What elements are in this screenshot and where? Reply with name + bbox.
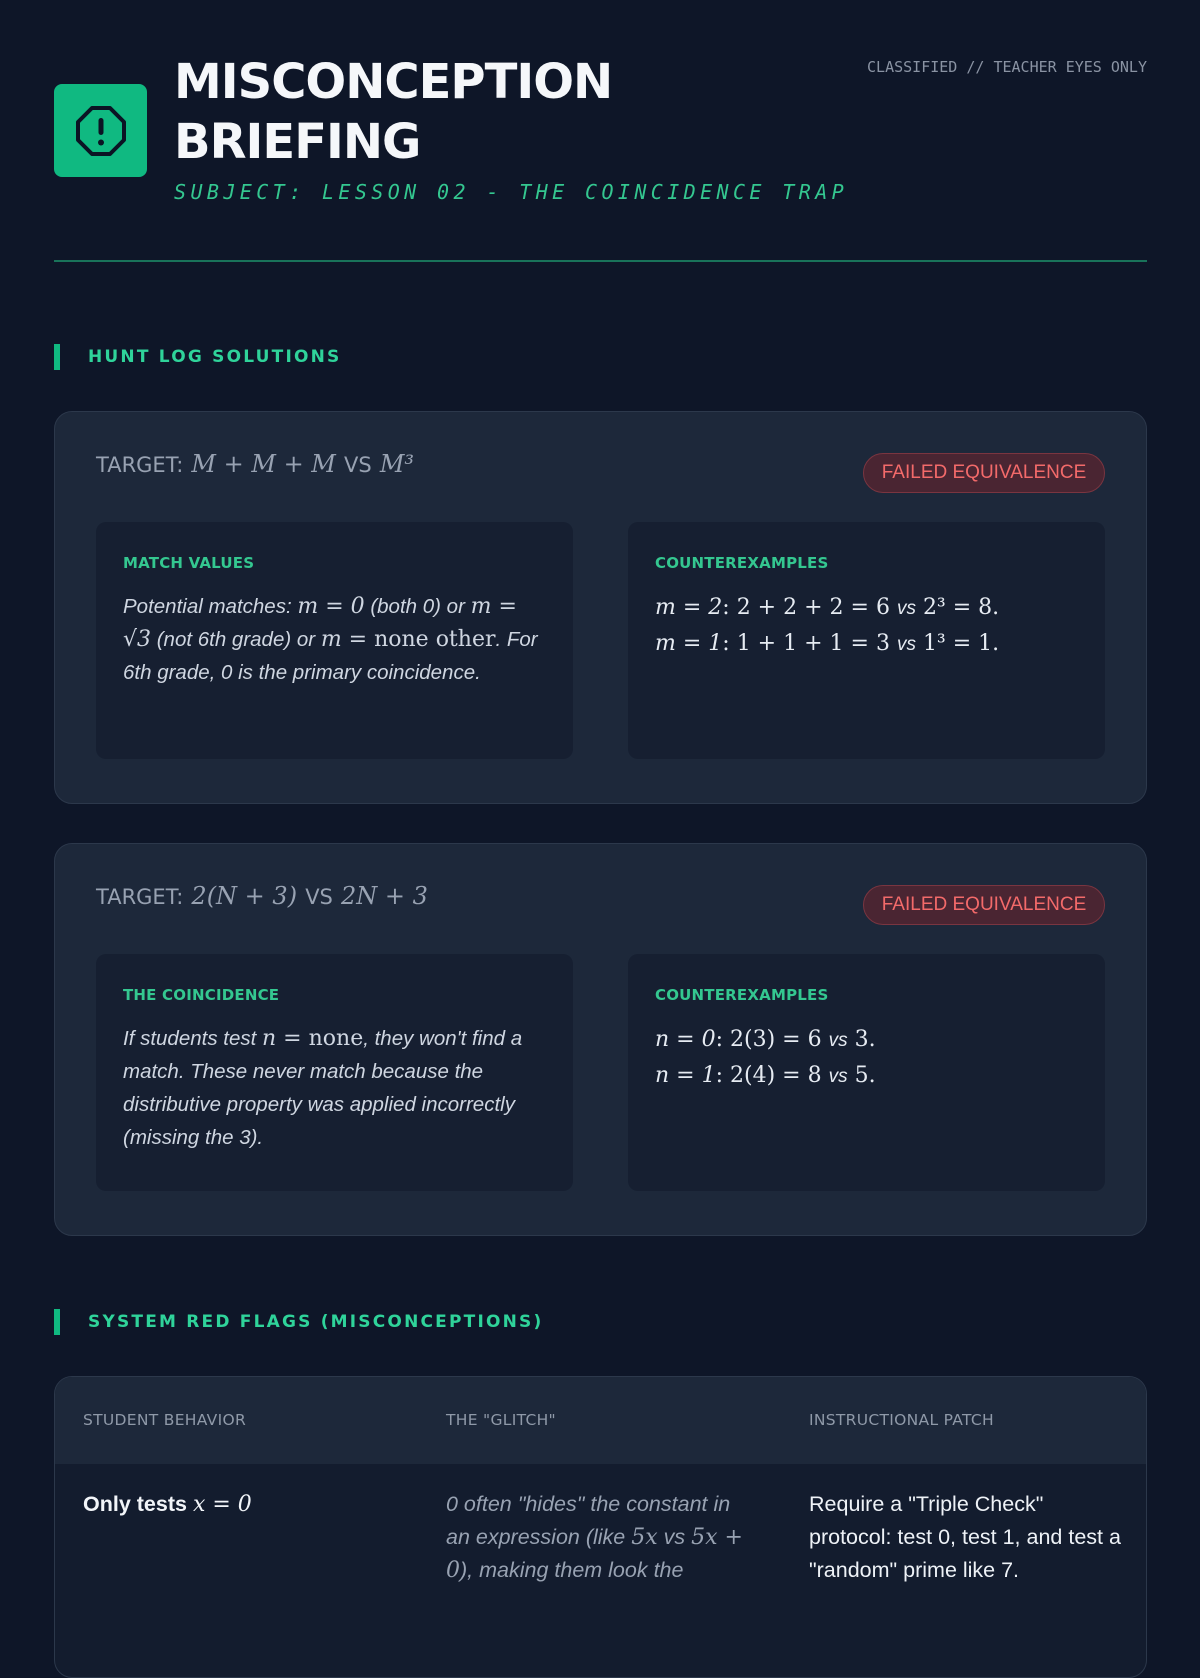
cell-patch: Require a "Triple Check" protocol: test 0, test 1, and test a "random" prime like 7. xyxy=(809,1492,1121,1582)
table-row xyxy=(55,1464,1146,1678)
counterexample-row: n = 0: 2(3) = 6 vs 3. xyxy=(655,1027,876,1052)
body-text: (not 6th grade) or xyxy=(151,628,321,651)
ce-lhs: 1 + 1 + 1 = 3 xyxy=(736,631,890,656)
section-heading-hunt-log xyxy=(54,344,342,370)
target-card-2 xyxy=(54,843,1147,1236)
math-expr: x = 0 xyxy=(192,1492,252,1517)
coincidence-panel xyxy=(96,954,573,1191)
ce-lhs: 2 + 2 + 2 = 6 xyxy=(736,595,890,620)
ce-vs: vs xyxy=(828,1066,848,1087)
ce-condition: m = 1 xyxy=(655,631,723,656)
counterexamples-panel xyxy=(628,954,1105,1191)
target-expr-left: M + M + M xyxy=(191,450,336,478)
target-card-1 xyxy=(54,411,1147,804)
status-badge: FAILED EQUIVALENCE xyxy=(863,885,1105,925)
ce-end: . xyxy=(992,631,1000,656)
ce-condition: n = 0 xyxy=(655,1027,716,1052)
panel-body xyxy=(123,1022,547,1154)
math-expr: 5x + 0 xyxy=(446,1525,743,1583)
title-line-1: MISCONCEPTION xyxy=(174,54,613,110)
page-title xyxy=(174,52,612,172)
ce-vs: vs xyxy=(828,1030,848,1051)
target-title xyxy=(96,882,430,910)
classification-label: CLASSIFIED // TEACHER EYES ONLY xyxy=(867,58,1147,76)
ce-condition: n = 1 xyxy=(655,1063,716,1088)
math-expr: 5x xyxy=(631,1525,658,1550)
ce-end: . xyxy=(868,1027,876,1052)
target-title xyxy=(96,450,416,478)
section-title: HUNT LOG SOLUTIONS xyxy=(88,347,342,367)
ce-lhs: 2(4) = 8 xyxy=(730,1063,822,1088)
body-text: Potential matches: xyxy=(123,595,298,618)
column-header-patch: INSTRUCTIONAL PATCH xyxy=(809,1411,994,1429)
match-values-panel xyxy=(96,522,573,759)
target-expr-right: M³ xyxy=(379,450,415,478)
body-text: . For 6th grade, 0 is the primary coincidence. xyxy=(123,628,538,684)
table-header xyxy=(55,1377,1146,1464)
alert-octagon-icon xyxy=(54,84,147,177)
section-accent-bar xyxy=(54,1309,60,1335)
math-expr: n = xyxy=(262,1026,309,1051)
ce-condition: m = 2 xyxy=(655,595,723,620)
section-accent-bar xyxy=(54,344,60,370)
target-vs: VS xyxy=(344,453,372,477)
ce-vs: vs xyxy=(896,598,916,619)
target-expr-right: 2N + 3 xyxy=(341,882,428,910)
ce-rhs: 2³ = 8 xyxy=(922,595,993,620)
counterexample-row: m = 1: 1 + 1 + 1 = 3 vs 1³ = 1. xyxy=(655,631,1000,656)
ce-rhs: 1³ = 1 xyxy=(922,631,993,656)
ce-rhs: 3 xyxy=(854,1027,869,1052)
math-text: none other xyxy=(374,627,496,652)
ce-vs: vs xyxy=(896,634,916,655)
cell-behavior xyxy=(83,1488,252,1521)
body-text: (both 0) or xyxy=(364,595,471,618)
column-header-behavior: STUDENT BEHAVIOR xyxy=(83,1411,247,1429)
ce-rhs: 5 xyxy=(854,1063,869,1088)
panel-body xyxy=(123,590,547,689)
title-line-2: BRIEFING xyxy=(174,114,421,170)
header-divider xyxy=(54,260,1147,262)
counterexample-row: m = 2: 2 + 2 + 2 = 6 vs 2³ = 8. xyxy=(655,595,1000,620)
panel-heading: THE COINCIDENCE xyxy=(123,986,280,1004)
panel-heading: COUNTEREXAMPLES xyxy=(655,986,829,1004)
cell-text: vs xyxy=(657,1525,692,1549)
math-expr: m = xyxy=(320,627,375,652)
math-expr: m = √3 xyxy=(123,594,517,652)
body-text: , they won't find a match. These never match because the distributive property was applied incorrectly (missing the 3). xyxy=(123,1027,523,1149)
page-subtitle: SUBJECT: LESSON 02 - THE COINCIDENCE TRAP xyxy=(174,180,849,204)
counterexample-row: n = 1: 2(4) = 8 vs 5. xyxy=(655,1063,876,1088)
target-label: TARGET: xyxy=(96,453,184,477)
panel-heading: MATCH VALUES xyxy=(123,554,255,572)
math-expr: m = 0 xyxy=(297,594,365,619)
counterexamples-panel xyxy=(628,522,1105,759)
math-text: none xyxy=(308,1026,364,1051)
section-heading-red-flags xyxy=(54,1309,543,1335)
section-title: SYSTEM RED FLAGS (MISCONCEPTIONS) xyxy=(88,1312,544,1332)
header xyxy=(54,0,1147,262)
misconceptions-table xyxy=(54,1376,1147,1678)
body-text: If students test xyxy=(123,1027,263,1050)
ce-lhs: 2(3) = 6 xyxy=(730,1027,822,1052)
status-badge: FAILED EQUIVALENCE xyxy=(863,453,1105,493)
cell-glitch xyxy=(446,1488,756,1587)
ce-end: . xyxy=(992,595,1000,620)
panel-heading: COUNTEREXAMPLES xyxy=(655,554,829,572)
target-label: TARGET: xyxy=(96,885,184,909)
ce-end: . xyxy=(868,1063,876,1088)
page xyxy=(54,0,1147,1583)
cell-text: ), making them look the xyxy=(460,1558,684,1582)
target-vs: VS xyxy=(305,885,333,909)
target-expr-left: 2(N + 3) xyxy=(191,882,298,910)
column-header-glitch: THE "GLITCH" xyxy=(446,1411,556,1429)
cell-text: 0 often "hides" the constant in an expression (like xyxy=(446,1492,731,1549)
cell-text: Only tests xyxy=(83,1492,193,1516)
